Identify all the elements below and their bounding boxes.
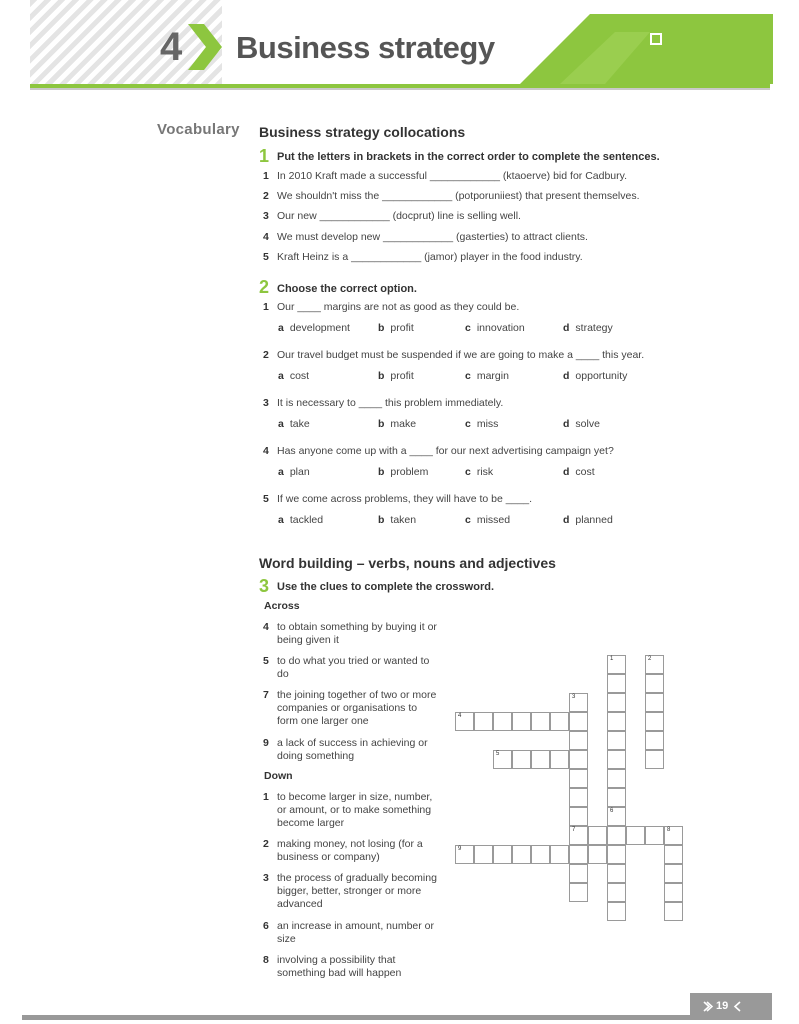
chevron-right-icon — [186, 24, 222, 70]
exercise-2-instruction: Choose the correct option. — [277, 283, 417, 295]
crossword-cell[interactable] — [664, 864, 683, 883]
down-clue: 8 involving a possibility that something bad will happen — [263, 954, 402, 979]
exercise-1-instruction: Put the letters in brackets in the correct order to complete the sentences. — [277, 151, 660, 163]
crossword-cell[interactable] — [569, 712, 588, 731]
crossword-clue-number: 5 — [496, 751, 500, 757]
answer-option[interactable]: a tackled — [278, 514, 324, 526]
answer-option[interactable]: c missed — [465, 514, 511, 526]
answer-option[interactable]: a development — [278, 322, 350, 334]
crossword-cell[interactable] — [550, 712, 569, 731]
exercise-2-question: 5 If we come across problems, they will have to be ____. — [263, 493, 533, 505]
exercise-3-number: 3 — [259, 576, 270, 596]
across-clue: 7 the joining together of two or more companies or organisations to form one larger one — [263, 689, 437, 727]
crossword-cell[interactable] — [550, 750, 569, 769]
crossword-clue-number: 7 — [572, 827, 576, 833]
crossword-clue-number: 2 — [648, 656, 652, 662]
across-clue: 9 a lack of success in achieving or doing something — [263, 737, 428, 762]
answer-option[interactable]: a cost — [278, 370, 310, 382]
crossword-cell[interactable] — [569, 845, 588, 864]
crossword-clue-number: 9 — [458, 846, 462, 852]
crossword-cell[interactable] — [607, 769, 626, 788]
down-clue: 2 making money, not losing (for a business or company) — [263, 838, 423, 863]
answer-option[interactable]: b make — [378, 418, 417, 430]
exercise-2-question: 2 Our travel budget must be suspended if we are going to make a ____ this year. — [263, 349, 645, 361]
crossword-cell[interactable] — [664, 845, 683, 864]
crossword-cell[interactable] — [493, 712, 512, 731]
crossword-cell[interactable] — [664, 883, 683, 902]
crossword-cell[interactable] — [607, 674, 626, 693]
crossword-cell[interactable] — [645, 826, 664, 845]
footer-bar — [22, 1015, 772, 1020]
exercise-1-number: 1 — [259, 146, 270, 166]
crossword-cell[interactable] — [474, 712, 493, 731]
page-number: 19 — [716, 1000, 729, 1012]
crossword-cell[interactable] — [493, 845, 512, 864]
collocations-heading: Business strategy collocations — [259, 124, 466, 140]
crossword-cell[interactable] — [512, 845, 531, 864]
answer-option[interactable]: c innovation — [465, 322, 525, 334]
crossword-cell[interactable] — [607, 883, 626, 902]
section-label: Vocabulary — [157, 121, 240, 138]
answer-option[interactable]: b taken — [378, 514, 417, 526]
crossword-cell[interactable] — [607, 788, 626, 807]
exercise-2-number: 2 — [259, 277, 270, 297]
crossword-cell[interactable] — [512, 750, 531, 769]
down-clue: 6 an increase in amount, number or size — [263, 920, 435, 945]
crossword-cell[interactable] — [664, 902, 683, 921]
unit-title: Business strategy — [236, 30, 495, 65]
crossword-cell[interactable] — [607, 826, 626, 845]
answer-option[interactable]: c miss — [465, 418, 499, 430]
answer-option[interactable]: c risk — [465, 466, 494, 478]
crossword-cell[interactable] — [588, 845, 607, 864]
header-green-banner — [520, 14, 773, 84]
crossword-clue-number: 3 — [572, 694, 576, 700]
down-clue: 3 the process of gradually becoming bigger, better, stronger or more advanced — [263, 872, 437, 910]
crossword-cell[interactable] — [550, 845, 569, 864]
crossword-cell[interactable] — [607, 750, 626, 769]
exercise-1-item: 4 We must develop new ____________ (gasterties) to attract clients. — [263, 231, 588, 243]
crossword-cell[interactable] — [607, 693, 626, 712]
word-building-heading: Word building – verbs, nouns and adjectives — [259, 555, 556, 571]
answer-option[interactable]: a plan — [278, 466, 310, 478]
crossword-cell[interactable] — [474, 845, 493, 864]
answer-option[interactable]: b profit — [378, 370, 414, 382]
crossword-cell[interactable] — [607, 864, 626, 883]
across-clue: 4 to obtain something by buying it or being given it — [263, 621, 437, 646]
crossword-cell[interactable] — [588, 826, 607, 845]
exercise-3-instruction: Use the clues to complete the crossword. — [277, 581, 495, 593]
chevron-left-icon — [733, 1001, 741, 1012]
crossword-clue-number: 4 — [458, 713, 462, 719]
answer-option[interactable]: d solve — [563, 418, 600, 430]
answer-option[interactable]: c margin — [465, 370, 509, 382]
exercise-1-item: 3 Our new ____________ (docprut) line is selling well. — [263, 210, 521, 222]
crossword-cell[interactable] — [569, 769, 588, 788]
crossword-clue-number: 1 — [610, 656, 614, 662]
crossword-cell[interactable] — [569, 750, 588, 769]
across-label: Across — [264, 600, 300, 612]
crossword-cell[interactable] — [569, 788, 588, 807]
chevron-right-icon — [703, 1001, 713, 1012]
answer-option[interactable]: d cost — [563, 466, 595, 478]
crossword-cell[interactable] — [645, 750, 664, 769]
crossword-cell[interactable] — [569, 864, 588, 883]
crossword-cell[interactable] — [569, 883, 588, 902]
answer-option[interactable]: d planned — [563, 514, 613, 526]
across-clue: 5 to do what you tried or wanted to do — [263, 655, 430, 680]
answer-option[interactable]: a take — [278, 418, 310, 430]
crossword-cell[interactable] — [607, 902, 626, 921]
crossword-cell[interactable] — [645, 712, 664, 731]
crossword-cell[interactable] — [512, 712, 531, 731]
exercise-2-question: 3 It is necessary to ____ this problem immediately. — [263, 397, 504, 409]
crossword-clue-number: 6 — [610, 808, 614, 814]
header-rule-shadow — [30, 88, 770, 90]
crossword-cell[interactable] — [626, 826, 645, 845]
exercise-2-question: 4 Has anyone come up with a ____ for our next advertising campaign yet? — [263, 445, 614, 457]
crossword-cell[interactable] — [607, 731, 626, 750]
exercise-1-item: 1 In 2010 Kraft made a successful ____________ (ktaoerve) bid for Cadbury. — [263, 170, 628, 182]
answer-option[interactable]: b problem — [378, 466, 429, 478]
down-label: Down — [264, 770, 293, 782]
crossword-cell[interactable] — [569, 731, 588, 750]
crossword-clue-number: 8 — [667, 827, 671, 833]
unit-number: 4 — [160, 25, 183, 69]
crossword-cell[interactable] — [645, 693, 664, 712]
exercise-2-question: 1 Our ____ margins are not as good as they could be. — [263, 301, 520, 313]
crossword-cell[interactable] — [607, 712, 626, 731]
crossword-cell[interactable] — [645, 731, 664, 750]
crossword-cell[interactable] — [531, 845, 550, 864]
crossword-cell[interactable] — [569, 807, 588, 826]
exercise-1-item: 5 Kraft Heinz is a ____________ (jamor) player in the food industry. — [263, 251, 583, 263]
answer-option[interactable]: d strategy — [563, 322, 613, 334]
crossword-cell[interactable] — [531, 712, 550, 731]
crossword-cell[interactable] — [607, 845, 626, 864]
exercise-1-item: 2 We shouldn't miss the ____________ (potporuniiest) that present themselves. — [263, 190, 640, 202]
answer-option[interactable]: b profit — [378, 322, 414, 334]
crossword-cell[interactable] — [531, 750, 550, 769]
down-clue: 1 to become larger in size, number, or amount, or to make something become larger — [263, 791, 433, 829]
crossword-cell[interactable] — [645, 674, 664, 693]
answer-option[interactable]: d opportunity — [563, 370, 628, 382]
square-icon — [650, 33, 662, 45]
